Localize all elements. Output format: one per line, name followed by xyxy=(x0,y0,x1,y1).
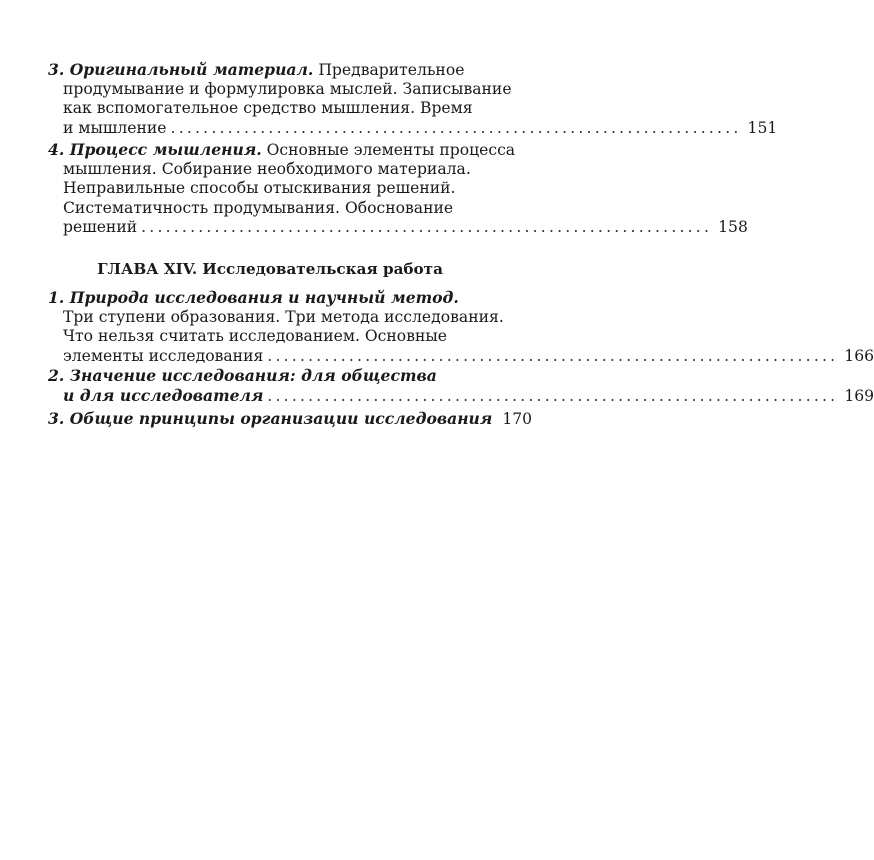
dot-leader: ...................................................................... xyxy=(141,218,713,236)
page-number: 166 xyxy=(844,346,874,365)
toc-entry-organization-principles xyxy=(48,409,533,429)
entry-text: решений xyxy=(63,218,138,236)
entry-text: Три ступени образования. Три метода исследования. xyxy=(63,307,504,326)
entry-title: 2. Значение исследования: для общества xyxy=(48,366,437,385)
dot-leader: ...................................................................... xyxy=(267,386,839,405)
toc-leader-line xyxy=(48,385,874,406)
dot-leader: ...................................................................... xyxy=(267,346,839,365)
entry-title: 4. Процесс мышления. xyxy=(48,140,262,159)
entry-text: элементы исследования xyxy=(63,346,264,365)
entry-title: и для исследователя xyxy=(63,385,264,405)
entry-text: и мышление xyxy=(63,118,167,137)
page-number: 151 xyxy=(747,118,778,137)
entry-text: Предварительное xyxy=(313,61,465,79)
toc-leader-line xyxy=(48,409,533,429)
entry-text: продумывание и формулировка мыслей. Записывание xyxy=(63,79,512,98)
toc-leader-line xyxy=(48,118,778,139)
toc-leader-line xyxy=(48,218,748,238)
entry-title: 1. Природа исследования и научный метод. xyxy=(48,288,459,307)
entry-text: Основные элементы процесса xyxy=(261,141,516,159)
toc-entry-thinking-process xyxy=(48,140,748,238)
toc-entry-nature-of-research xyxy=(48,288,874,366)
entry-text: мышления. Собирание необходимого материала. xyxy=(63,159,471,178)
entry-title: 3. Оригинальный материал. xyxy=(48,60,314,79)
entry-title: 3. Общие принципы организации исследования xyxy=(48,409,493,428)
entry-text: Что нельзя считать исследованием. Основные xyxy=(63,327,448,345)
page-number: 169 xyxy=(844,386,874,405)
entry-text: Систематичность продумывания. Обоснование xyxy=(63,198,454,217)
entry-text: как вспомогательное средство мышления. Время xyxy=(63,99,473,117)
entry-text: Неправильные способы отыскивания решений. xyxy=(63,179,456,197)
chapter-heading: ГЛАВА XIV. Исследовательская работа xyxy=(97,260,443,278)
page-number: 158 xyxy=(718,218,748,236)
toc-leader-line xyxy=(48,346,874,367)
toc-entry-significance-of-research xyxy=(48,366,874,405)
toc-entry-original-material xyxy=(48,60,778,138)
dot-leader: ...................................................................... xyxy=(170,118,742,137)
page-number: 170 xyxy=(502,410,533,428)
